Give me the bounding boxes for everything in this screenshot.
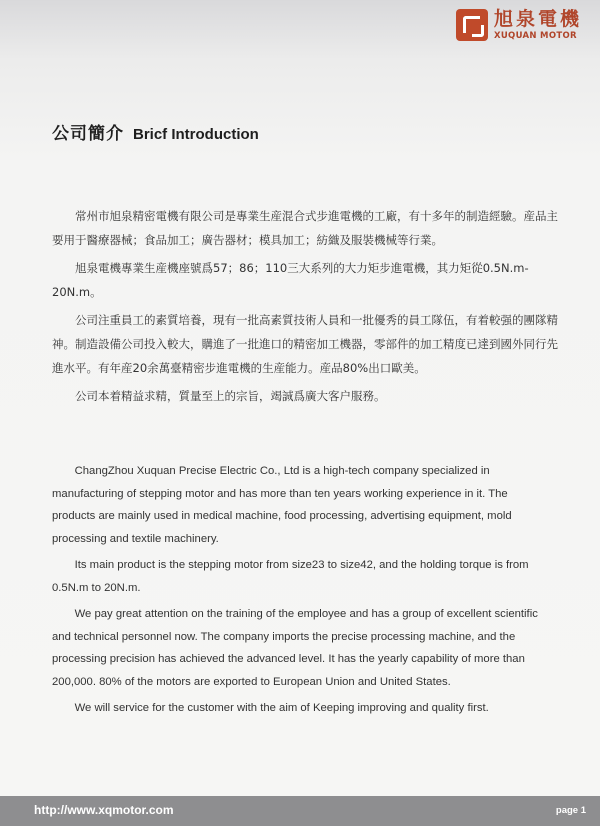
logo-chinese-name: 旭泉電機 [493, 7, 582, 30]
section-title-english: Bricf Introduction [133, 126, 259, 143]
logo-mark-icon [456, 9, 488, 41]
page-number: page 1 [555, 805, 586, 816]
english-paragraph: ChangZhou Xuquan Precise Electric Co., Ltd is a high-tech company specialized in manufacturing of stepping motor and has more than ten years working experience in it. The products are mainly used in medical machine, food processing, advertising equipment, mold processing and textile machinery. [52, 465, 512, 545]
chinese-paragraph: 常州市旭泉精密電機有限公司是專業生産混合式步進電機的工廠，有十多年的制造經驗。産品主要用于醫療器械；食品加工；廣告器材；模具加工；紡織及服裝機械等行業。 [52, 209, 558, 247]
section-title-chinese: 公司簡介 [52, 124, 124, 144]
website-link[interactable]: http://www.xqmotor.com [34, 803, 174, 817]
english-paragraph: We pay great attention on the training of the employee and has a group of excellent scientific and technical personnel now. The company imports the precise processing machine, and the processing precision has achieved the advanced level. It has the yearly capability of more than 200,000. 80% of the motors are exported to European Union and United States. [52, 608, 538, 688]
logo-english-name: XUQUAN MOTOR [493, 30, 577, 41]
chinese-paragraph: 公司本着精益求精，質量至上的宗旨，竭誠爲廣大客户服務。 [75, 389, 386, 403]
page-header [0, 0, 600, 50]
chinese-paragraph: 公司注重員工的素質培養，現有一批高素質技術人員和一批優秀的員工隊伍，有着較强的團隊精神。制造設備公司投入較大，購進了一批進口的精密加工機器，零部件的加工精度已達到國外同行先進水平。有年産20余萬臺精密步進電機的生産能力。産品80%出口歐美。 [52, 313, 558, 375]
chinese-paragraph: 旭泉電機專業生産機座號爲57；86；110三大系列的大力矩步進電機，其力矩從0.5N.m-20N.m。 [52, 261, 529, 299]
section-title [52, 119, 259, 144]
english-paragraph: Its main product is the stepping motor from size23 to size42, and the holding torque is from 0.5N.m to 20N.m. [52, 559, 529, 594]
english-paragraph: We will service for the customer with the aim of Keeping improving and quality first. [74, 702, 489, 714]
page-footer [0, 796, 600, 826]
brand-logo [456, 8, 582, 42]
chinese-introduction [52, 204, 562, 408]
english-introduction [52, 460, 552, 724]
logo-text [493, 7, 582, 41]
